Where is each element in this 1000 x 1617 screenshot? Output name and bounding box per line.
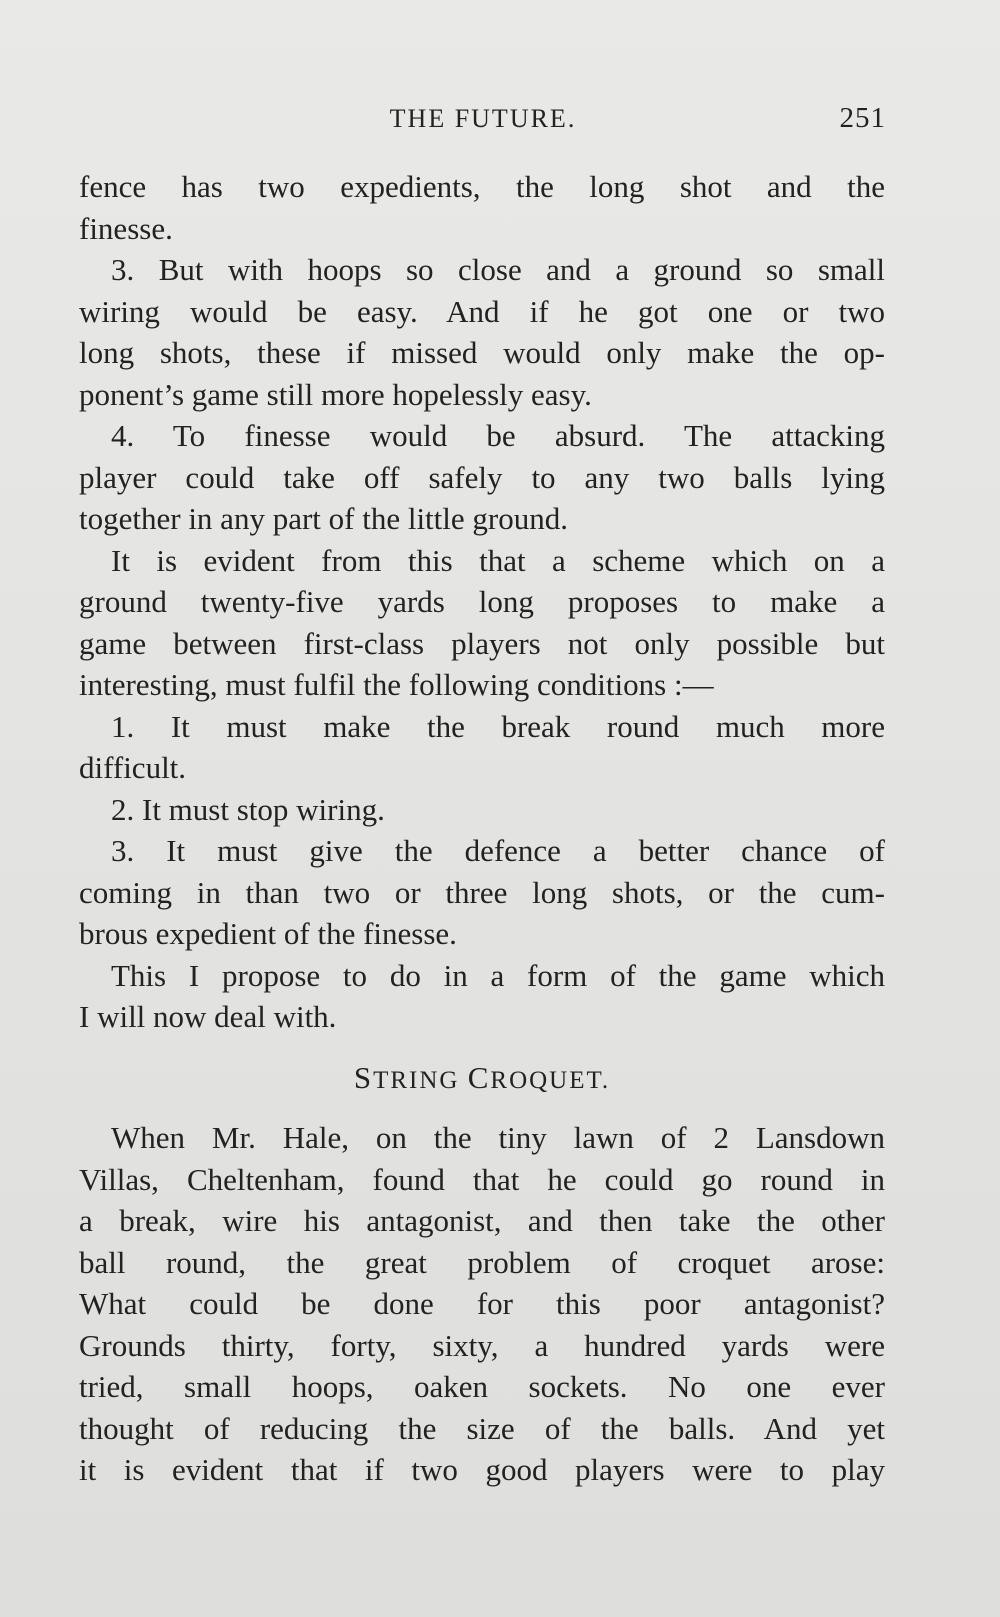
page-number: 251 <box>839 102 886 134</box>
running-header <box>80 104 886 144</box>
text-line: When Mr. Hale, on the tiny lawn of 2 Lansdown <box>111 1120 885 1155</box>
text-line: wiring would be easy. And if he got one or two <box>79 293 885 329</box>
text-line: 4. To finesse would be absurd. The attacking <box>111 418 885 453</box>
text-line: 3. But with hoops so close and a ground so small <box>111 252 885 287</box>
text-line: player could take off safely to any two balls lying <box>79 459 885 495</box>
heading-text: TRING <box>373 1066 460 1094</box>
text-line: ponent’s game still more hopelessly easy. <box>79 376 592 412</box>
text-line: coming in than two or three long shots, or the cum- <box>79 874 885 910</box>
text-line: ball round, the great problem of croquet arose: <box>79 1244 885 1280</box>
text-line: finesse. <box>79 210 173 246</box>
text-line: game between first-class players not only possible but <box>79 625 885 661</box>
text-line: 2. It must stop wiring. <box>111 791 385 827</box>
text-line: it is evident that if two good players were to play <box>79 1452 885 1487</box>
text-line: I will now deal with. <box>79 999 337 1034</box>
section-heading <box>79 1057 885 1099</box>
text-line: long shots, these if missed would only make the op- <box>79 335 885 370</box>
text-line: Grounds thirty, forty, sixty, a hundred yards were <box>79 1327 885 1363</box>
text-line: together in any part of the little ground. <box>79 501 568 536</box>
text-line: thought of reducing the size of the balls. And yet <box>79 1410 885 1446</box>
text-line: ground twenty-five yards long proposes to make a <box>79 584 885 619</box>
heading-text: ROQUET. <box>490 1066 611 1094</box>
text-line: What could be done for this poor antagonist? <box>79 1286 885 1321</box>
text-line: difficult. <box>79 750 187 785</box>
running-title: THE FUTURE. <box>389 104 577 133</box>
heading-initial: S <box>353 1059 374 1095</box>
body-text <box>79 166 885 1491</box>
text-line: fence has two expedients, the long shot and the <box>79 169 885 204</box>
text-line: a break, wire his antagonist, and then take the other <box>79 1203 885 1238</box>
heading-initial: C <box>467 1059 491 1095</box>
text-line: It is evident from this that a scheme which on a <box>111 542 885 578</box>
text-line: 1. It must make the break round much more <box>111 708 885 744</box>
text-line: 3. It must give the defence a better chance of <box>111 833 885 868</box>
text-line: Villas, Cheltenham, found that he could go round in <box>79 1161 885 1197</box>
text-line: This I propose to do in a form of the game which <box>111 957 885 993</box>
text-line: interesting, must fulfil the following conditions :— <box>79 667 714 702</box>
text-line: brous expedient of the finesse. <box>79 916 457 951</box>
text-line: tried, small hoops, oaken sockets. No one ever <box>79 1369 885 1404</box>
